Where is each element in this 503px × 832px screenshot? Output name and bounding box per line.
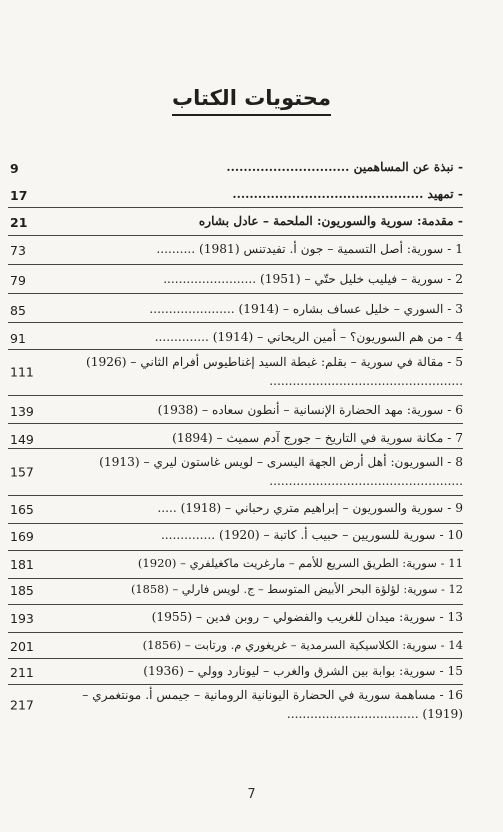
row-divider <box>8 322 463 323</box>
toc-entry-text: 12 - سورية: لؤلؤة البحر الأبيض المتوسط – ج. لويس فارلي – (1858) <box>130 582 463 596</box>
toc-entry-page: 79 <box>10 273 26 288</box>
toc-entry-text: - مقدمة: سورية والسوريون: الملحمة – عادل بشاره <box>198 214 463 228</box>
row-divider <box>8 578 463 579</box>
toc-entry-text: 10 - سورية للسوريين – حبيب أ. كاتبة – (1920) .............. <box>160 528 463 542</box>
toc-entry <box>10 185 463 203</box>
toc-entry-text: 11 - سورية: الطريق السريع للأمم – مارغريت ماكغيلفري – (1920) <box>137 556 463 570</box>
toc-entry-page: 17 <box>10 188 28 203</box>
toc-entry-text: 14 - سورية: الكلاسيكية السرمدية – غريغوري م. ورتابت – (1856) <box>142 638 463 652</box>
toc-entry <box>10 429 463 447</box>
toc-entry-page: 211 <box>10 665 34 680</box>
toc-entry-page: 21 <box>10 215 28 230</box>
toc-entry-text: 6 - سورية: مهد الحضارة الإنسانية – أنطون سعاده – (1938) <box>157 403 463 417</box>
toc-entry-page: 185 <box>10 583 34 598</box>
row-divider <box>8 423 463 424</box>
toc-entry-page: 181 <box>10 557 34 572</box>
toc-entry <box>10 300 463 318</box>
toc-entry <box>10 240 463 258</box>
toc-entry <box>10 636 463 654</box>
toc-entry-text: 9 - سورية والسوريون – إبراهيم متري رحباني – (1918) ..... <box>157 501 463 515</box>
toc-entry <box>10 353 463 391</box>
toc-entry-page: 9 <box>10 161 19 176</box>
toc-entry <box>10 212 463 230</box>
row-divider <box>8 658 463 659</box>
toc-entry-text: 3 - السوري – خليل عساف بشاره – (1914) ...................... <box>149 302 463 316</box>
toc-entry <box>10 499 463 517</box>
toc-entry <box>10 270 463 288</box>
toc-entry-page: 169 <box>10 529 34 544</box>
toc-entry <box>10 608 463 626</box>
row-divider <box>8 349 463 350</box>
row-divider <box>8 264 463 265</box>
toc-entry-page: 201 <box>10 639 34 654</box>
page-number: 7 <box>247 787 256 802</box>
toc-entry-page: 85 <box>10 303 26 318</box>
row-divider <box>8 495 463 496</box>
toc-entry-text: 16 - مساهمة سورية في الحضارة اليونانية الرومانية – جيمس أ. مونتغمري – (1919) .................................. <box>82 688 463 721</box>
row-divider <box>8 207 463 208</box>
toc-entry <box>10 401 463 419</box>
row-divider <box>8 632 463 633</box>
row-divider <box>8 684 463 685</box>
toc-entry-text: 5 - مقالة في سورية – بقلم: غبطة السيد إغناطيوس أفرام الثاني – (1926) .................................................. <box>86 355 463 388</box>
toc-entry <box>10 328 463 346</box>
row-divider <box>8 604 463 605</box>
toc-title-wrap <box>0 86 503 116</box>
toc-entry-text: 15 - سورية: بوابة بين الشرق والغرب – ليونارد وولي – (1936) <box>143 664 463 678</box>
toc-entry-page: 91 <box>10 331 26 346</box>
toc-entry-page: 149 <box>10 432 34 447</box>
toc-entry-page: 157 <box>10 464 34 480</box>
row-divider <box>8 523 463 524</box>
row-divider <box>8 293 463 294</box>
toc-entry <box>10 526 463 544</box>
row-divider <box>8 550 463 551</box>
toc-entry-page: 165 <box>10 502 34 517</box>
toc-entry <box>10 158 463 176</box>
toc-entry-page: 217 <box>10 697 34 713</box>
toc-entry-text: 13 - سورية: ميدان للغريب والفضولي – روبن فدين – (1955) <box>151 610 463 624</box>
toc-entry-text: 7 - مكانة سورية في التاريخ – جورج آدم سميث – (1894) <box>172 431 463 445</box>
toc-entry <box>10 554 463 572</box>
row-divider <box>8 395 463 396</box>
toc-entry <box>10 662 463 680</box>
toc-entry-page: 111 <box>10 364 34 380</box>
row-divider <box>8 448 463 449</box>
toc-entry <box>10 686 463 724</box>
toc-entry-text: - تمهيد ............................................. <box>232 187 463 201</box>
toc-entry <box>10 453 463 491</box>
toc-entry-text: 1 - سورية: أصل التسمية – جون أ. تفيدتنس (1981) .......... <box>156 242 463 256</box>
toc-title: محتويات الكتاب <box>172 86 331 116</box>
toc-entry-page: 73 <box>10 243 26 258</box>
row-divider <box>8 235 463 236</box>
toc-entry-text: - نبذة عن المساهمين ............................. <box>226 160 463 174</box>
toc-entry-page: 193 <box>10 611 34 626</box>
toc-entry-text: 4 - من هم السوريون؟ – أمين الريحاني – (1914) .............. <box>154 330 463 344</box>
toc-entry-page: 139 <box>10 404 34 419</box>
toc-entry-text: 2 - سورية – فيليب خليل حتّي – (1951) ........................ <box>163 272 463 286</box>
toc-entry-text: 8 - السوريون: أهل أرض الجهة اليسرى – لويس غاستون ليري – (1913) .................................................. <box>99 455 463 488</box>
toc-entry <box>10 580 463 598</box>
